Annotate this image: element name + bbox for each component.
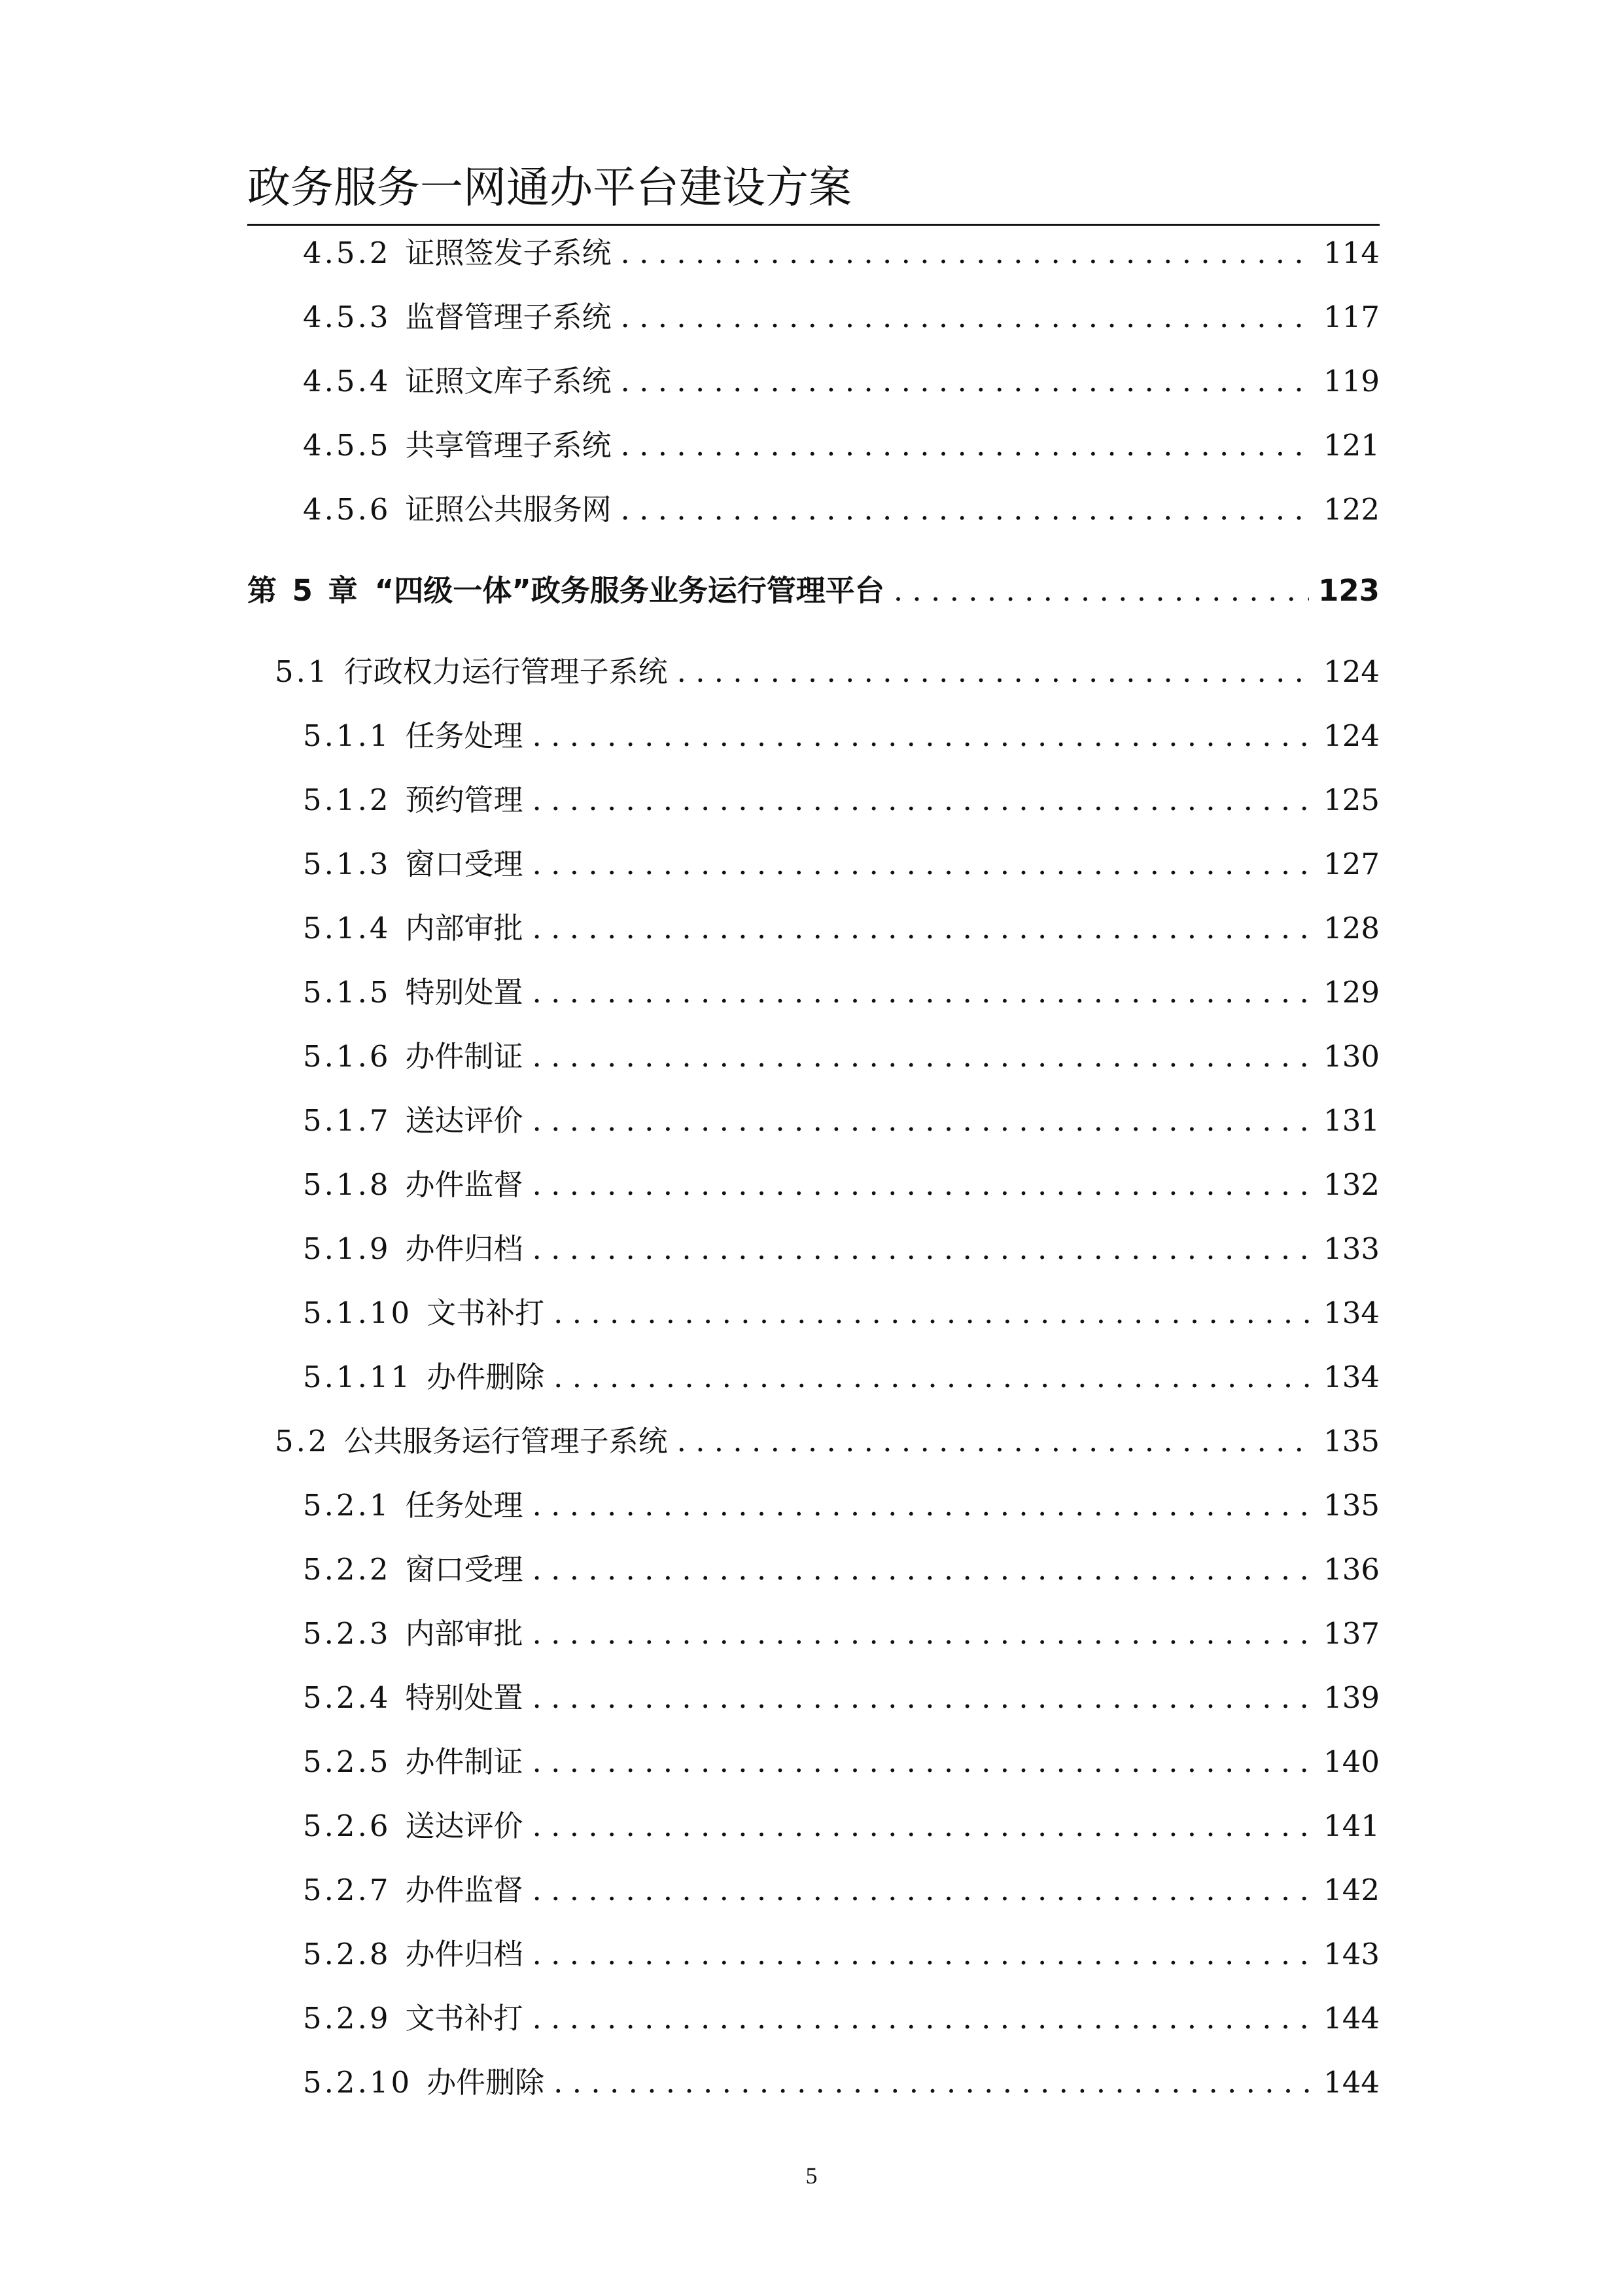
toc-entry[interactable] — [303, 1483, 1380, 1528]
toc-entry-number: 4.5.2 — [303, 236, 391, 270]
toc-dot-leader — [532, 906, 1315, 951]
toc-entry-number: 5.2.9 — [303, 2001, 391, 2036]
toc-dot-leader — [532, 1483, 1315, 1528]
toc-entry-page: 135 — [1323, 1424, 1380, 1458]
toc-entry[interactable] — [303, 1996, 1380, 2041]
toc-entry-number: 5.1.8 — [303, 1167, 391, 1202]
toc-entry[interactable] — [303, 970, 1380, 1016]
document-header-title: 政务服务一网通办平台建设方案 — [247, 162, 852, 213]
toc-entry[interactable] — [303, 1034, 1380, 1080]
toc-entry[interactable] — [303, 777, 1380, 823]
toc-entry-number: 5.2.8 — [303, 1937, 391, 1971]
toc-entry-title: 证照公共服务网 — [405, 492, 612, 527]
toc-entry[interactable] — [303, 294, 1380, 340]
toc-entry-number: 第 5 章 — [247, 573, 360, 608]
toc-entry-title: 预约管理 — [405, 783, 523, 817]
toc-dot-leader — [677, 1419, 1315, 1464]
toc-entry-title: 办件监督 — [405, 1167, 523, 1202]
toc-entry-page: 124 — [1323, 654, 1380, 689]
toc-entry-page: 128 — [1323, 911, 1380, 945]
toc-entry-page: 124 — [1323, 718, 1380, 753]
toc-entry[interactable] — [247, 568, 1380, 614]
toc-dot-leader — [532, 1547, 1315, 1593]
toc-entry-title: 证照文库子系统 — [405, 364, 612, 398]
toc-entry-number: 5.2.10 — [303, 2065, 413, 2100]
toc-entry-page: 129 — [1323, 975, 1380, 1010]
toc-dot-leader — [532, 970, 1315, 1016]
toc-entry-title: “四级一体”政务服务业务运行管理平台 — [374, 573, 884, 608]
toc-dot-leader — [553, 1354, 1314, 1400]
toc-entry-title: 内部审批 — [405, 911, 523, 945]
toc-entry-page: 114 — [1323, 236, 1380, 270]
toc-entry-title: 共享管理子系统 — [405, 428, 612, 463]
toc-dot-leader — [621, 487, 1315, 533]
toc-entry-title: 窗口受理 — [405, 1552, 523, 1587]
toc-entry-title: 公共服务运行管理子系统 — [343, 1424, 668, 1458]
toc-entry-title: 特别处置 — [405, 975, 523, 1010]
toc-entry[interactable] — [303, 1098, 1380, 1144]
toc-entry-number: 4.5.3 — [303, 300, 391, 334]
toc-entry-title: 办件归档 — [405, 1231, 523, 1266]
toc-entry-page: 133 — [1323, 1231, 1380, 1266]
toc-entry-number: 5.1.3 — [303, 847, 391, 881]
toc-entry-page: 119 — [1323, 364, 1380, 398]
toc-entry[interactable] — [303, 1547, 1380, 1593]
toc-entry-number: 5.1.7 — [303, 1103, 391, 1138]
toc-entry-number: 5.2.4 — [303, 1680, 391, 1715]
toc-entry-page: 122 — [1323, 492, 1380, 527]
toc-entry-title: 办件制证 — [405, 1039, 523, 1074]
toc-dot-leader — [621, 423, 1315, 468]
toc-dot-leader — [621, 294, 1315, 340]
toc-entry[interactable] — [275, 649, 1380, 695]
toc-entry-number: 5.1.9 — [303, 1231, 391, 1266]
toc-entry[interactable] — [303, 359, 1380, 404]
toc-entry-page: 144 — [1323, 2065, 1380, 2100]
toc-entry-page: 127 — [1323, 847, 1380, 881]
toc-entry-number: 5.1.1 — [303, 718, 391, 753]
toc-entry-title: 送达评价 — [405, 1809, 523, 1843]
toc-entry[interactable] — [303, 230, 1380, 276]
toc-dot-leader — [532, 1034, 1315, 1080]
toc-entry-page: 144 — [1323, 2001, 1380, 2036]
toc-entry[interactable] — [303, 1290, 1380, 1336]
toc-entry-title: 证照签发子系统 — [405, 236, 612, 270]
toc-entry[interactable] — [303, 487, 1380, 533]
toc-entry-title: 办件归档 — [405, 1937, 523, 1971]
toc-dot-leader — [677, 649, 1315, 695]
toc-dot-leader — [532, 777, 1315, 823]
toc-entry-number: 5.1.5 — [303, 975, 391, 1010]
toc-entry-title: 监督管理子系统 — [405, 300, 612, 334]
toc-dot-leader — [532, 1803, 1315, 1849]
toc-entry[interactable] — [303, 713, 1380, 759]
toc-dot-leader — [532, 1932, 1315, 1977]
toc-entry-title: 办件删除 — [427, 2065, 545, 2100]
toc-entry-page: 130 — [1323, 1039, 1380, 1074]
toc-entry-page: 121 — [1323, 428, 1380, 463]
page-number: 5 — [805, 2163, 818, 2189]
toc-entry-number: 5.2.5 — [303, 1744, 391, 1779]
toc-dot-leader — [553, 1290, 1314, 1336]
toc-entry-number: 5.2.6 — [303, 1809, 391, 1843]
toc-entry[interactable] — [303, 1675, 1380, 1721]
toc-entry-number: 5.1.2 — [303, 783, 391, 817]
toc-entry-page: 131 — [1323, 1103, 1380, 1138]
toc-entry-title: 办件制证 — [405, 1744, 523, 1779]
toc-entry[interactable] — [303, 1354, 1380, 1400]
toc-dot-leader — [532, 1226, 1315, 1272]
toc-entry-title: 办件删除 — [427, 1360, 545, 1394]
toc-entry[interactable] — [303, 1162, 1380, 1208]
toc-entry-number: 4.5.4 — [303, 364, 391, 398]
toc-entry-number: 4.5.6 — [303, 492, 391, 527]
toc-entry-page: 141 — [1323, 1809, 1380, 1843]
toc-dot-leader — [532, 1739, 1315, 1785]
toc-entry[interactable] — [303, 2060, 1380, 2106]
toc-entry-page: 140 — [1323, 1744, 1380, 1779]
toc-entry-page: 125 — [1323, 783, 1380, 817]
toc-entry-title: 窗口受理 — [405, 847, 523, 881]
toc-entry[interactable] — [303, 1739, 1380, 1785]
toc-entry-number: 5.1.6 — [303, 1039, 391, 1074]
toc-entry-page: 132 — [1323, 1167, 1380, 1202]
toc-entry-number: 5.1.10 — [303, 1296, 413, 1330]
toc-entry[interactable] — [303, 423, 1380, 468]
toc-entry-title: 任务处理 — [405, 718, 523, 753]
toc-dot-leader — [894, 568, 1309, 614]
toc-entry-page: 142 — [1323, 1873, 1380, 1907]
toc-dot-leader — [532, 1611, 1315, 1657]
toc-dot-leader — [532, 1162, 1315, 1208]
toc-entry-page: 117 — [1323, 300, 1380, 334]
toc-entry-number: 5.2.1 — [303, 1488, 391, 1523]
toc-entry[interactable] — [303, 1226, 1380, 1272]
toc-entry-number: 5.1.4 — [303, 911, 391, 945]
toc-entry-page: 134 — [1323, 1296, 1380, 1330]
toc-dot-leader — [532, 1996, 1315, 2041]
toc-entry-title: 特别处置 — [405, 1680, 523, 1715]
toc-entry-number: 5.2 — [275, 1424, 330, 1458]
toc-entry[interactable] — [303, 1611, 1380, 1657]
toc-entry-page: 136 — [1323, 1552, 1380, 1587]
toc-entry-number: 5.2.2 — [303, 1552, 391, 1587]
toc-entry[interactable] — [303, 1867, 1380, 1913]
toc-entry-number: 5.2.7 — [303, 1873, 391, 1907]
toc-dot-leader — [553, 2060, 1314, 2106]
toc-entry-title: 内部审批 — [405, 1616, 523, 1651]
toc-dot-leader — [532, 841, 1315, 887]
toc-dot-leader — [532, 1867, 1315, 1913]
toc-entry-number: 5.1 — [275, 654, 330, 689]
toc-dot-leader — [532, 713, 1315, 759]
toc-entry-page: 139 — [1323, 1680, 1380, 1715]
toc-dot-leader — [621, 359, 1315, 404]
toc-entry-page: 134 — [1323, 1360, 1380, 1394]
toc-entry[interactable] — [303, 1803, 1380, 1849]
toc-entry-title: 文书补打 — [405, 2001, 523, 2036]
toc-entry-number: 4.5.5 — [303, 428, 391, 463]
toc-entry-page: 143 — [1323, 1937, 1380, 1971]
toc-entry-page: 123 — [1318, 573, 1380, 608]
toc-entry-number: 5.1.11 — [303, 1360, 413, 1394]
toc-dot-leader — [532, 1675, 1315, 1721]
toc-entry-page: 135 — [1323, 1488, 1380, 1523]
toc-entry[interactable] — [275, 1419, 1380, 1464]
toc-entry-title: 办件监督 — [405, 1873, 523, 1907]
toc-entry-number: 5.2.3 — [303, 1616, 391, 1651]
toc-entry-page: 137 — [1323, 1616, 1380, 1651]
toc-entry-title: 任务处理 — [405, 1488, 523, 1523]
toc-entry-title: 送达评价 — [405, 1103, 523, 1138]
toc-entry-title: 文书补打 — [427, 1296, 545, 1330]
toc-entry-title: 行政权力运行管理子系统 — [343, 654, 668, 689]
toc-entry[interactable] — [303, 906, 1380, 951]
toc-entry[interactable] — [303, 1932, 1380, 1977]
toc-dot-leader — [532, 1098, 1315, 1144]
toc-entry[interactable] — [303, 841, 1380, 887]
toc-dot-leader — [621, 230, 1315, 276]
